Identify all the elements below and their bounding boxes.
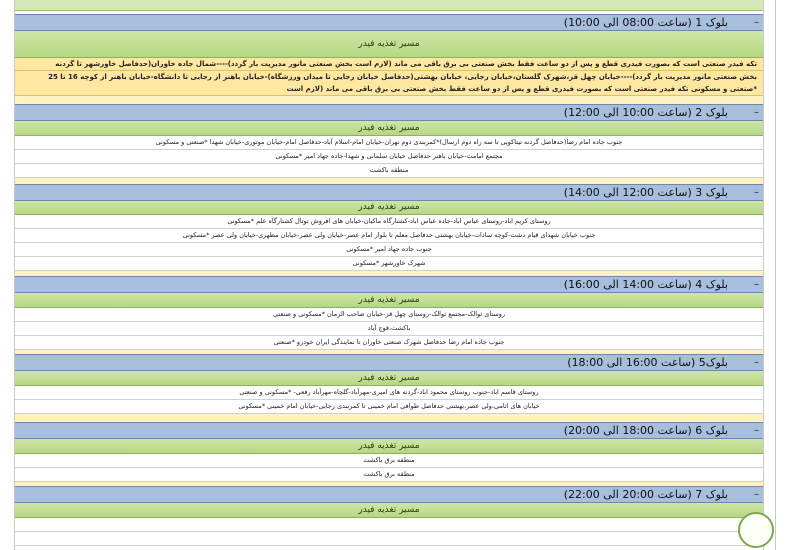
block-header[interactable]: – بلوک 2 (ساعت 10:00 الی 12:00): [15, 104, 763, 121]
route-row-text: خیابان های اثامی،ولی عصر،بهشتی حدفاصل طوافی امام خمینی تا کمربندی رجایی-خیابان امام خمینی *مسکونی: [238, 402, 540, 410]
route-title-cell[interactable]: [15, 371, 763, 386]
block-header[interactable]: – بلوک 6 (ساعت 18:00 الی 20:00): [15, 422, 763, 439]
block-header[interactable]: – بلوک 7 (ساعت 20:00 الی 22:00): [15, 486, 763, 503]
block-6: [15, 422, 763, 495]
route-row[interactable]: [15, 322, 763, 336]
route-row-text: تکه فیدر صنعتی است که بصورت فیدری قطع و پس از دو ساعت فقط بخش صنعتی بی برق باقی می ماند (لازم است بخش صنعتی مانور مدیریت بار گردد)----شمال جاده خاوران(حدفاصل خاورشهر تا گردنه: [55, 60, 757, 68]
route-row[interactable]: [15, 215, 763, 229]
block-header-text: بلوک 7 (ساعت 20:00 الی 22:00): [563, 488, 728, 501]
block-header[interactable]: – بلوک 3 (ساعت 12:00 الی 14:00): [15, 184, 763, 201]
route-title-cell[interactable]: [15, 121, 763, 136]
block-1: [15, 14, 763, 109]
route-title-cell[interactable]: [15, 201, 763, 215]
route-row[interactable]: [15, 58, 763, 71]
route-row[interactable]: [15, 518, 763, 532]
route-row[interactable]: [15, 336, 763, 350]
route-row[interactable]: [15, 257, 763, 271]
route-row-text: شهرک خاورشهر *مسکونی: [352, 259, 426, 267]
block-5: [15, 354, 763, 427]
route-row[interactable]: [15, 454, 763, 468]
route-row[interactable]: [15, 386, 763, 400]
block-header-text: بلوک5 (ساعت 16:00 الی 18:00): [567, 356, 728, 369]
block-header-text: بلوک 4 (ساعت 14:00 الی 16:00): [563, 278, 728, 291]
block-header-text: بلوک 6 (ساعت 18:00 الی 20:00): [563, 424, 728, 437]
route-title-cell[interactable]: [15, 503, 763, 518]
route-row[interactable]: [15, 164, 763, 178]
route-row-text: جنوب خیابان شهدای قیام دشت-کوچه سادات-خیابان بهشتی حدفاصل معلم تا بلوار امام عصر-خیابان ولی عصر-خیابان مطهری-خیابان ولی عصر *مسکونی: [182, 231, 596, 239]
route-row-text: بخش صنعتی مانور مدیریت بار گردد)----خیابان چهل قز،شهرک گلستان،خیابان رجایی، خیابان بهشتی(حدفاصل خیابان رجایی تا میدان ورزشگاه)-خیابان باهنر از رجایی تا دانشگاه-خیابان باهنر از کوچه 16 تا 25 *صنعتی و مسکونی تکه فیدر صنعتی است که بصورت فیدری قطع و پس از دو ساعت فقط بخش صنعتی بی برق باقی می ماند (لازم است: [48, 73, 757, 93]
route-row-text: جنوب جاده امام رضا(حدفاصل گردنه تیتاکویی تا سه راه دوم ارسال)*کمربندی دوم تهران-خیابان امام-اسلام آباد-حدفاصل امام-خیابان موتوری-خیابان شهدا *صنعتی و مسکونی: [155, 138, 623, 146]
route-row-text: منطقه برق باکشت: [363, 470, 415, 478]
block-2: [15, 104, 763, 191]
route-title: مسیر تغذیه فیدر: [358, 39, 420, 49]
route-title-cell[interactable]: [15, 439, 763, 454]
route-row[interactable]: [15, 229, 763, 243]
route-row[interactable]: [15, 532, 763, 546]
route-row[interactable]: [15, 308, 763, 322]
block-header-text: بلوک 1 (ساعت 08:00 الی 10:00): [563, 16, 728, 29]
block-4: [15, 276, 763, 363]
route-row[interactable]: [15, 468, 763, 482]
route-title: مسیر تغذیه فیدر: [358, 123, 420, 133]
route-row-text: روستای ثوالک-مجتمع ثوالک-روستای چهل قز-خیابان صاحب الزمان *مسکونی و صنعتی: [272, 310, 506, 318]
route-row-text: باکشت،قوچ آباد: [367, 324, 411, 332]
block-3: [15, 184, 763, 281]
block-header-text: بلوک 2 (ساعت 10:00 الی 12:00): [563, 106, 728, 119]
route-row[interactable]: [15, 243, 763, 257]
route-title: مسیر تغذیه فیدر: [358, 441, 420, 451]
grid-line: [763, 0, 764, 550]
route-title: مسیر تغذیه فیدر: [358, 295, 420, 305]
top-strip: [15, 0, 763, 11]
route-row-text: جنوب جاده جهاد امیر *مسکونی: [346, 245, 432, 253]
block-header[interactable]: – بلوک5 (ساعت 16:00 الی 18:00): [15, 354, 763, 371]
route-title-cell[interactable]: [15, 293, 763, 308]
route-title: مسیر تغذیه فیدر: [358, 373, 420, 383]
route-row[interactable]: [15, 400, 763, 414]
block-header-text: بلوک 3 (ساعت 12:00 الی 14:00): [563, 186, 728, 199]
route-row-text: مجتمع امامت-خیابان باهنر حدفاصل خیابان سلمانی و شهدا-جاده جهاد امیر *مسکونی: [275, 152, 503, 160]
route-row-text: روستای کریم اباد-روستای عباس اباد-جاده عباس اباد-کشتارگاه ماکیان-خیابان های افروش توتال کشتارگاه علم *مسکونی: [227, 217, 551, 225]
route-title: مسیر تغذیه فیدر: [358, 505, 420, 515]
route-row[interactable]: [15, 71, 763, 96]
route-title-cell[interactable]: [15, 31, 763, 58]
grid-line: [775, 0, 776, 550]
route-row-text: منطقه باکشت: [369, 166, 409, 174]
route-row[interactable]: [15, 136, 763, 150]
route-row-text: روستای قاسم اباد-جنوب روستای محمود اباد-گردنه های امیری-مهرآباد-گلچاه-مهرآباد رفعی- *مسکونی و صنعتی: [239, 388, 539, 396]
route-title: مسیر تغذیه فیدر: [358, 202, 420, 212]
route-row-text: جنوب جاده امام رضا حدفاصل شهرک صنعتی خاوران تا نمایندگی ایران خودرو *صنعتی: [273, 338, 505, 346]
block-header[interactable]: – بلوک 1 (ساعت 08:00 الی 10:00): [15, 14, 763, 31]
route-row-text: منطقه برق باکشت: [363, 456, 415, 464]
floating-circle-button[interactable]: [738, 512, 774, 548]
block-7: [15, 486, 763, 546]
block-header[interactable]: – بلوک 4 (ساعت 14:00 الی 16:00): [15, 276, 763, 293]
route-row[interactable]: [15, 150, 763, 164]
